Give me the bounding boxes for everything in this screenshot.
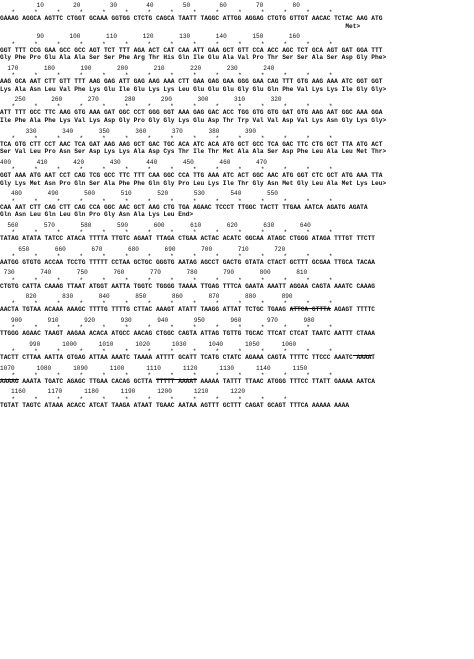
position-number-line: 900 910 920 930 940 950 960 970 980: [0, 317, 315, 324]
amino-acid-translation-line: Gly Lys Met Asn Pro Gln Ser Ala Phe Phe Gln Gly Pro Leu Lys Ile Thr Gly Asn Met Gly Leu Ala Met Lys Leu>: [0, 179, 387, 187]
amino-acid-translation-line: Gln Asn Leu Gln Leu Gln Pro Gly Asn Ala Lys Leu End>: [0, 211, 194, 219]
position-number-line: 820 830 840 850 860 870 880 890: [0, 293, 293, 301]
position-number-line: 480 490 500 510 520 530 540 550: [0, 190, 278, 198]
amino-acid-translation-line: Ile Phe Ala Phe Lys Val Lys Asp Gly Pro Gly Gly Lys Glu Asp Thr Trp Val Val Asp Val Lys Asn Gly Lys Gly>: [0, 117, 387, 124]
nucleotide-sequence-line: ATT TTT GCC TTC AAG GTG AAA GAT GGC CCT GGG GGT AAA GAG GAC ACC TGG GTG GTG GAT GTG AAG AAT GGC AAA GGA: [0, 109, 383, 117]
nucleotide-sequence-line: AAG GCA AAT CTT GTT TTT AAG GAG ATT GAG AAG AAA CTT GAA GAG GAA GGG GAA CAG TTT GTG AAG AAA ATC GGT GGT: [0, 78, 383, 85]
position-number-line: 330 340 350 360 370 380 390: [0, 127, 256, 135]
position-number-line: 10 20 30 40 50 60 70 80: [0, 2, 300, 9]
amino-acid-translation-line: Lys Ala Asn Leu Val Phe Lys Glu Ile Glu Lys Lys Leu Glu Glu Glu Gly Glu Gln Phe Val Lys Lys Ile Gly Gly>: [0, 85, 387, 93]
signal-underline: [290, 308, 331, 309]
position-number-line: 250 260 270 280 290 300 310 320: [0, 96, 282, 104]
nucleotide-sequence-line: TACTT CTTAA AATTA GTGAG ATTAA AAATC TAAAA ATTTT GCATT TCATG CTATC AGAAA CAGTA TTTTC TTCCC AAATC AAAAT: [0, 354, 376, 361]
tick-marker-line: * * * * * * * * * * * * * * *: [0, 40, 333, 48]
nucleotide-sequence-line: GGT TTT CCG GAA GCC GCC AGT TCT TTT AGA ACT CAT CAA ATT GAA GCT GTT CCA ACC AGC TCT GCA AGT GAT GGA TTT: [0, 46, 383, 54]
amino-acid-translation-line: Met>: [0, 22, 361, 30]
tick-marker-line: * * * * * * * * * * * * * * *: [0, 9, 333, 17]
tick-marker-line: * * * * * * * * * * * * * * *: [0, 197, 333, 205]
position-number-line: 560 570 580 590 600 610 620 630 640: [0, 221, 311, 229]
position-number-line: 1160 1170 1180 1190 1200 1210 1220: [0, 388, 246, 396]
position-number-line: 1070 1080 1090 1100 1110 1120 1130 1140 1150: [0, 364, 308, 372]
tick-marker-line: * * * * * * * * * * * * * * *: [0, 348, 333, 355]
tick-marker-line: * * * * * * * * * * * * * * *: [0, 166, 333, 174]
nucleotide-sequence-line: CTGTG CATTA CAAAG TTAAT ATGGT AATTA TGGTC TGGGG TAAAA TTGAG TTTCA GAATA AAATT AGGAA CAGTA AAATC CAAAG: [0, 282, 376, 290]
signal-underline: [353, 355, 372, 356]
nucleotide-sequence-line: TATAG ATATA TATCC ATACA TTTTA TTGTC AGAAT TTAGA CTGAA ACTAC ACATC GGCAA ATAGC CTGGG ATAGA TTTGT TTCTT: [0, 235, 376, 242]
tick-marker-line: * * * * * * * * * * * * * * *: [0, 324, 333, 332]
tick-marker-line: * * * * * * * * * * * * *: [0, 395, 288, 403]
tick-marker-line: * * * * * * * * * * * * * * *: [0, 300, 333, 308]
nucleotide-sequence-line: AACTA TGTAA ACAAA AAAGC TTTTG TTTTG CTTAC AAAGT ATATT TAAGG ATTAT TCTGC TGAAG ATTCA GTTTA AGAGT TTTTC: [0, 306, 376, 314]
position-number-line: 170 180 190 200 210 220 230 240: [0, 64, 275, 72]
position-number-line: 400 410 420 430 440 450 460 470: [0, 159, 267, 166]
tick-marker-line: * * * * * * * * * * * * * * *: [0, 371, 333, 379]
signal-underline: [156, 379, 197, 380]
tick-marker-line: * * * * * * * * * * * * * * *: [0, 229, 333, 236]
nucleotide-sequence-line: TCA GTG CTT CCT AAC TCA GAT AAG AAG GCT GAC TGC ACA ATC ACA ATG GCT GCC TCA GAC TTC CTG GCT TTA ATG ACT: [0, 140, 383, 148]
position-number-line: 990 1000 1010 1020 1030 1040 1050 1060: [0, 340, 297, 348]
amino-acid-translation-line: Gly Phe Pro Glu Ala Ala Ser Ser Phe Arg Thr His Gln Ile Glu Ala Val Pro Thr Ser Ser Ala Ser Asp Gly Phe>: [0, 54, 387, 62]
nucleotide-sequence-line: GGT AAA ATG AAT CCT CAG TCG GCC TTC TTT CAA GGC CCA TTG AAA ATC ACT GGC AAC ATG GGT CTC GCT ATG AAA TTA: [0, 172, 383, 180]
tick-marker-line: * * * * * * * * * * * * * * *: [0, 103, 333, 111]
tick-marker-line: * * * * * * * * * * * * * * *: [0, 72, 333, 79]
tick-marker-line: * * * * * * * * * * * * * * *: [0, 134, 333, 142]
position-number-line: 730 740 750 760 770 780 790 800 810: [0, 269, 308, 277]
position-number-line: 90 100 110 120 130 140 150 160: [0, 33, 300, 41]
nucleotide-sequence-line: AATGG GTGTG ACCAA TCCTG TTTTT CCTAA GCTGC GGGTG AATAG AGCCT GACTG GTATA CTACT GCTTT GCGAA TTGCA TACAA: [0, 258, 376, 266]
signal-underline: [0, 379, 19, 380]
position-number-line: 650 660 670 680 690 700 710 720: [0, 245, 286, 253]
nucleotide-sequence-line: GAAAG AGGCA AGTTC CTGGT GCAAA GGTGG CTCTG CAGCA TAATT TAGGC ATTGG AGGAG CTGTG GTTGT AACAC TCTAC AAG ATG: [0, 15, 383, 23]
nucleotide-sequence-line: TGTAT TAGTC ATAAA ACACC ATCAT TAAGA ATAAT TGAAC AATAA AGTTT GCTTT CAGAT GCAGT TTTCA AAAAA AAAA: [0, 401, 350, 409]
nucleotide-sequence-line: CAA AAT CTT CAG CTT CAG CCA GGC AAC GCT AAG CTG TGA AGAAC TCCCT TTGGC TACTT TTGAA AATCA AGATG AGATA: [0, 203, 368, 211]
tick-marker-line: * * * * * * * * * * * * * * *: [0, 252, 333, 260]
nucleotide-sequence-line: AAAAG AAATA TGATC AGAGC TTGAA CACAG GCTTA TTTTT AAAAT AAAAA TATTT TTAAC ATGGG TTTCC TTATT GAAAA AATCA: [0, 377, 376, 385]
amino-acid-translation-line: Ser Val Leu Pro Asn Ser Asp Lys Lys Ala Asp Cys Thr Ile Thr Met Ala Ala Ser Asp Phe Leu Ala Leu Met Thr>: [0, 148, 387, 156]
tick-marker-line: * * * * * * * * * * * * * * *: [0, 276, 333, 284]
nucleotide-sequence-line: TTGGG AGAAC TAAGT AAGAA ACACA ATGCC AACAG CTGGC CAGTA ATTAG TGTTG TGCAC TTCAT CTCAT TAATC AATTT CTAAA: [0, 330, 376, 338]
